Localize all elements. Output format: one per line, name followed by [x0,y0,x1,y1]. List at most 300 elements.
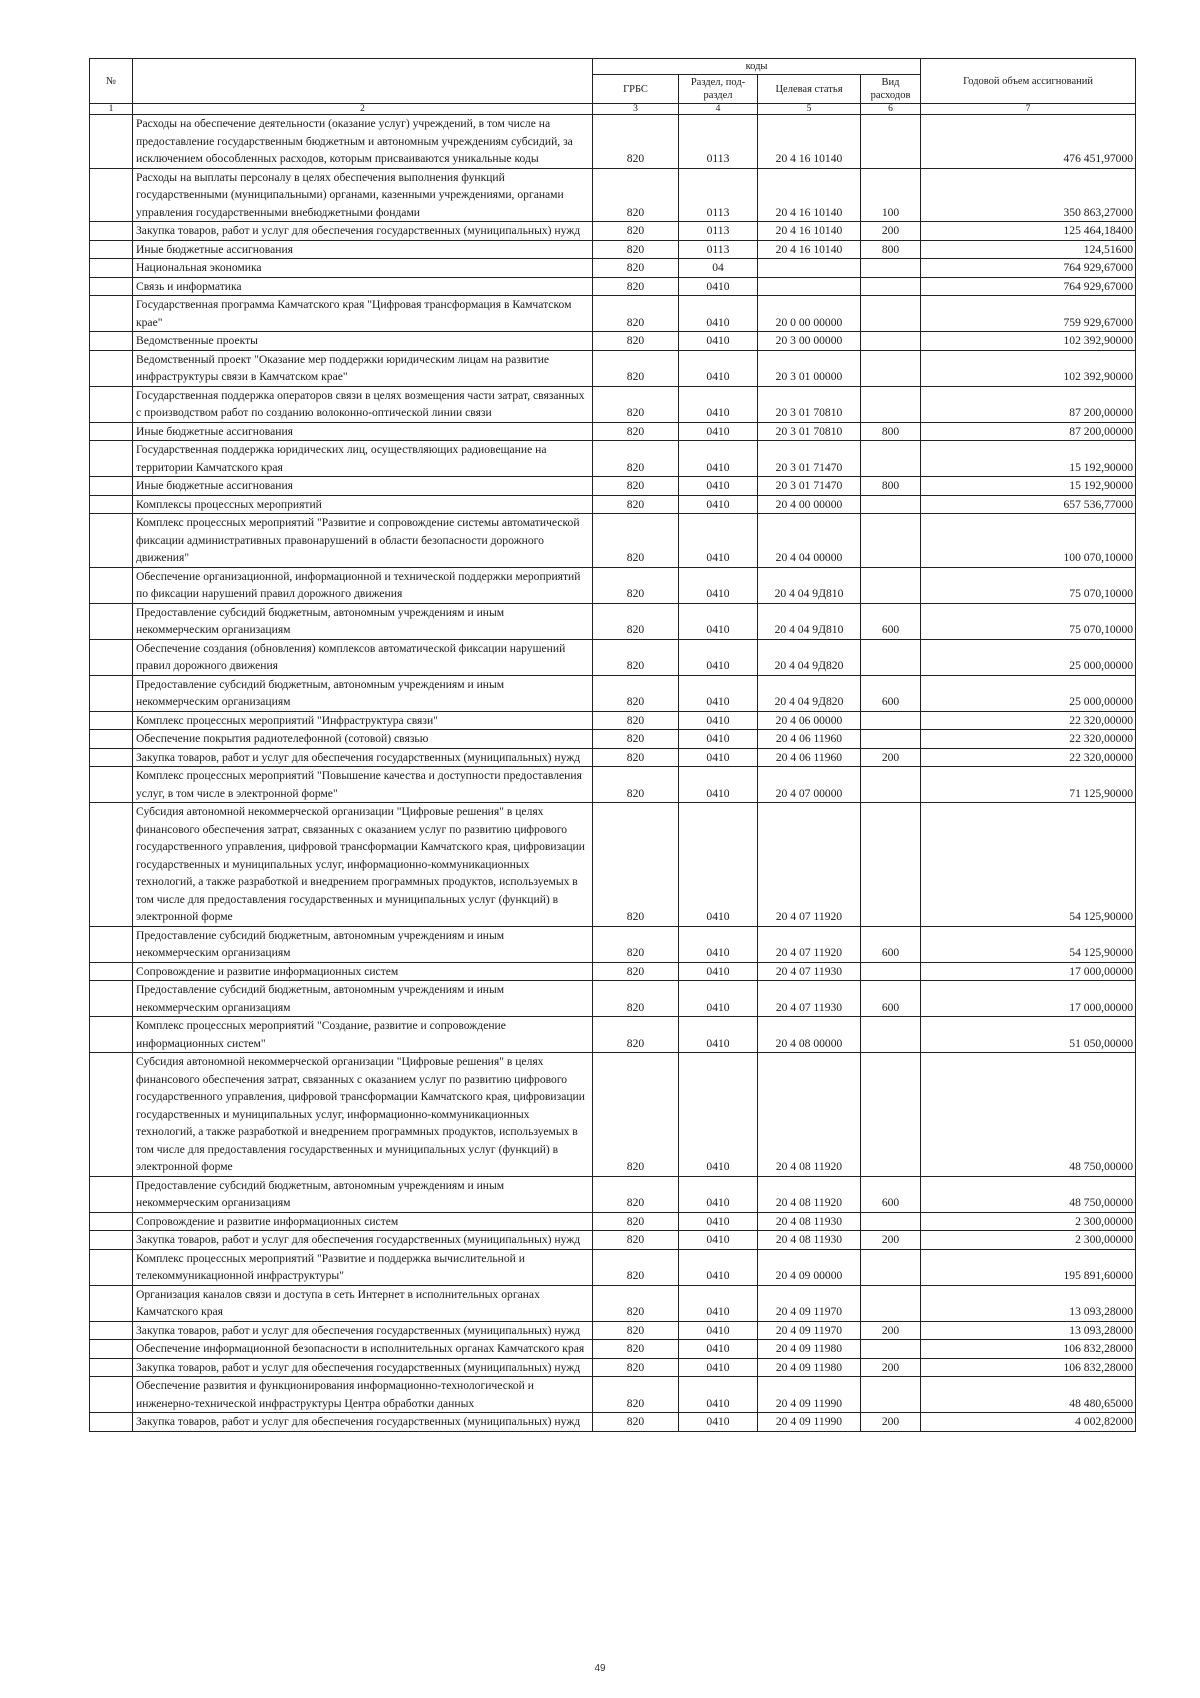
expense-type-cell: 600 [861,675,921,711]
amount-cell: 54 125,90000 [921,803,1136,927]
razdel-code-cell: 0410 [679,1413,758,1432]
amount-cell: 75 070,10000 [921,603,1136,639]
target-article-cell: 20 4 09 11990 [758,1377,861,1413]
header-target: Целевая статья [758,75,861,104]
budget-table [89,58,1136,1432]
razdel-code-cell: 0410 [679,567,758,603]
expense-name-cell: Ведомственный проект "Оказание мер поддержки юридическим лицам на развитие инфраструктуры связи в Камчатском крае" [133,350,593,386]
row-number-cell [90,296,133,332]
amount-cell: 2 300,00000 [921,1212,1136,1231]
table-row [90,1413,1136,1432]
amount-cell: 195 891,60000 [921,1249,1136,1285]
razdel-code-cell: 0410 [679,441,758,477]
amount-cell: 764 929,67000 [921,259,1136,278]
expense-type-cell [861,495,921,514]
table-row [90,767,1136,803]
expense-type-cell [861,277,921,296]
expense-name-cell: Комплекс процессных мероприятий "Инфраструктура связи" [133,711,593,730]
expense-type-cell: 200 [861,1231,921,1250]
grbs-code-cell: 820 [593,1358,679,1377]
razdel-code-cell: 0410 [679,1321,758,1340]
column-number: 4 [679,104,758,115]
expense-name-cell: Обеспечение создания (обновления) комплексов автоматической фиксации нарушений правил дорожного движения [133,639,593,675]
header-codes: коды [593,59,921,75]
expense-type-cell [861,1017,921,1053]
row-number-cell [90,1231,133,1250]
target-article-cell: 20 3 01 70810 [758,422,861,441]
expense-type-cell [861,803,921,927]
razdel-code-cell: 0410 [679,1377,758,1413]
table-row [90,748,1136,767]
row-number-cell [90,222,133,241]
amount-cell: 106 832,28000 [921,1358,1136,1377]
expense-type-cell: 200 [861,1413,921,1432]
expense-name-cell: Связь и информатика [133,277,593,296]
razdel-code-cell: 0410 [679,277,758,296]
amount-cell: 13 093,28000 [921,1285,1136,1321]
table-body [90,104,1136,1432]
amount-cell: 15 192,90000 [921,477,1136,496]
expense-name-cell: Комплексы процессных мероприятий [133,495,593,514]
target-article-cell: 20 4 04 00000 [758,514,861,568]
header-razdel: Раздел, под-раздел [679,75,758,104]
target-article-cell: 20 4 04 9Д820 [758,639,861,675]
expense-type-cell [861,1377,921,1413]
target-article-cell: 20 4 09 11970 [758,1321,861,1340]
table-row [90,1285,1136,1321]
grbs-code-cell: 820 [593,1017,679,1053]
target-article-cell: 20 3 01 71470 [758,441,861,477]
razdel-code-cell: 0410 [679,1285,758,1321]
expense-type-cell [861,730,921,749]
row-number-cell [90,514,133,568]
target-article-cell: 20 4 09 00000 [758,1249,861,1285]
grbs-code-cell: 820 [593,168,679,222]
target-article-cell: 20 4 04 9Д810 [758,603,861,639]
table-row [90,1249,1136,1285]
column-number: 3 [593,104,679,115]
expense-type-cell [861,1340,921,1359]
row-number-cell [90,477,133,496]
grbs-code-cell: 820 [593,711,679,730]
target-article-cell: 20 3 01 70810 [758,386,861,422]
razdel-code-cell: 0410 [679,1017,758,1053]
razdel-code-cell: 0410 [679,514,758,568]
expense-name-cell: Закупка товаров, работ и услуг для обеспечения государственных (муниципальных) нужд [133,748,593,767]
razdel-code-cell: 0410 [679,981,758,1017]
expense-type-cell: 800 [861,240,921,259]
expense-name-cell: Национальная экономика [133,259,593,278]
amount-cell: 124,51600 [921,240,1136,259]
expense-name-cell: Обеспечение развития и функционирования информационно-технологической и инженерно-технической инфраструктуры Центра обработки данных [133,1377,593,1413]
grbs-code-cell: 820 [593,514,679,568]
table-row [90,277,1136,296]
target-article-cell: 20 4 06 11960 [758,748,861,767]
amount-cell: 75 070,10000 [921,567,1136,603]
table-row [90,567,1136,603]
expense-name-cell: Комплекс процессных мероприятий "Повышение качества и доступности предоставления услуг, в том числе в электронной форме" [133,767,593,803]
amount-cell: 51 050,00000 [921,1017,1136,1053]
grbs-code-cell: 820 [593,441,679,477]
expense-name-cell: Предоставление субсидий бюджетным, автономным учреждениям и иным некоммерческим организациям [133,926,593,962]
razdel-code-cell: 0410 [679,350,758,386]
razdel-code-cell: 0410 [679,495,758,514]
razdel-code-cell: 0410 [679,1176,758,1212]
amount-cell: 17 000,00000 [921,962,1136,981]
razdel-code-cell: 0410 [679,1231,758,1250]
grbs-code-cell: 820 [593,926,679,962]
razdel-code-cell: 0410 [679,1340,758,1359]
grbs-code-cell: 820 [593,477,679,496]
row-number-cell [90,1212,133,1231]
razdel-code-cell: 0410 [679,748,758,767]
table-row [90,115,1136,169]
column-number: 2 [133,104,593,115]
target-article-cell: 20 0 00 00000 [758,296,861,332]
table-row [90,1358,1136,1377]
expense-type-cell [861,1285,921,1321]
expense-name-cell: Иные бюджетные ассигнования [133,477,593,496]
razdel-code-cell: 0410 [679,386,758,422]
table-row [90,639,1136,675]
grbs-code-cell: 820 [593,277,679,296]
target-article-cell: 20 4 09 11990 [758,1413,861,1432]
grbs-code-cell: 820 [593,803,679,927]
expense-type-cell: 200 [861,222,921,241]
expense-type-cell [861,711,921,730]
amount-cell: 71 125,90000 [921,767,1136,803]
target-article-cell: 20 4 08 00000 [758,1017,861,1053]
table-row [90,386,1136,422]
table-row [90,422,1136,441]
razdel-code-cell: 0410 [679,730,758,749]
amount-cell: 87 200,00000 [921,422,1136,441]
target-article-cell: 20 3 00 00000 [758,332,861,351]
row-number-cell [90,675,133,711]
expense-name-cell: Предоставление субсидий бюджетным, автономным учреждениям и иным некоммерческим организациям [133,603,593,639]
razdel-code-cell: 0410 [679,711,758,730]
amount-cell: 2 300,00000 [921,1231,1136,1250]
amount-cell: 759 929,67000 [921,296,1136,332]
amount-cell: 4 002,82000 [921,1413,1136,1432]
grbs-code-cell: 820 [593,962,679,981]
row-number-cell [90,277,133,296]
table-row [90,926,1136,962]
expense-name-cell: Предоставление субсидий бюджетным, автономным учреждениям и иным некоммерческим организациям [133,981,593,1017]
table-header [90,59,1136,104]
expense-type-cell [861,639,921,675]
amount-cell: 87 200,00000 [921,386,1136,422]
row-number-cell [90,1377,133,1413]
amount-cell: 100 070,10000 [921,514,1136,568]
table-row [90,730,1136,749]
row-number-cell [90,1249,133,1285]
grbs-code-cell: 820 [593,603,679,639]
header-num: № [90,59,133,104]
expense-type-cell: 800 [861,477,921,496]
expense-name-cell: Предоставление субсидий бюджетным, автономным учреждениям и иным некоммерческим организациям [133,1176,593,1212]
expense-name-cell: Расходы на выплаты персоналу в целях обеспечения выполнения функций государственными (муниципальными) органами, казенными учреждениями, органами управления государственными внебюджетными фондами [133,168,593,222]
table-row [90,1377,1136,1413]
row-number-cell [90,803,133,927]
target-article-cell: 20 4 06 11960 [758,730,861,749]
column-number: 1 [90,104,133,115]
grbs-code-cell: 820 [593,1285,679,1321]
table-row [90,1176,1136,1212]
expense-type-cell: 800 [861,422,921,441]
razdel-code-cell: 0113 [679,168,758,222]
target-article-cell: 20 4 00 00000 [758,495,861,514]
expense-name-cell: Субсидия автономной некоммерческой организации "Цифровые решения" в целях финансового обеспечения затрат, связанных с оказанием услуг по развитию цифрового государственного управления, цифровой трансформации Камчатского края, цифровизации государственных и муниципальных услуг, информационно-коммуникационных технологий, а также разработкой и внедрением программных продуктов, используемых в том числе для предоставления государственных и муниципальных услуг (функций) в электронной форме [133,1053,593,1177]
row-number-cell [90,1321,133,1340]
expense-name-cell: Государственная поддержка операторов связи в целях возмещения части затрат, связанных с производством работ по созданию волоконно-оптической линии связи [133,386,593,422]
expense-type-cell: 100 [861,168,921,222]
grbs-code-cell: 820 [593,296,679,332]
amount-cell: 764 929,67000 [921,277,1136,296]
header-grbs: ГРБС [593,75,679,104]
row-number-cell [90,1340,133,1359]
table-row [90,1231,1136,1250]
row-number-cell [90,711,133,730]
grbs-code-cell: 820 [593,1321,679,1340]
table-row [90,240,1136,259]
grbs-code-cell: 820 [593,115,679,169]
target-article-cell [758,277,861,296]
target-article-cell: 20 4 08 11930 [758,1212,861,1231]
target-article-cell: 20 3 01 71470 [758,477,861,496]
target-article-cell: 20 4 07 11930 [758,962,861,981]
target-article-cell: 20 4 04 9Д820 [758,675,861,711]
razdel-code-cell: 0410 [679,639,758,675]
expense-name-cell: Комплекс процессных мероприятий "Развитие и поддержка вычислительной и телекоммуникационной инфраструктуры" [133,1249,593,1285]
expense-name-cell: Иные бюджетные ассигнования [133,240,593,259]
grbs-code-cell: 820 [593,259,679,278]
target-article-cell: 20 4 08 11920 [758,1053,861,1177]
column-number: 7 [921,104,1136,115]
row-number-cell [90,1358,133,1377]
expense-name-cell: Обеспечение информационной безопасности в исполнительных органах Камчатского края [133,1340,593,1359]
row-number-cell [90,767,133,803]
razdel-code-cell: 0410 [679,1053,758,1177]
target-article-cell: 20 4 16 10140 [758,115,861,169]
target-article-cell: 20 4 08 11930 [758,1231,861,1250]
razdel-code-cell: 0410 [679,1249,758,1285]
razdel-code-cell: 0410 [679,1358,758,1377]
target-article-cell: 20 4 07 11920 [758,926,861,962]
grbs-code-cell: 820 [593,422,679,441]
expense-name-cell: Субсидия автономной некоммерческой организации "Цифровые решения" в целях финансового обеспечения затрат, связанных с оказанием услуг по развитию цифрового государственного управления, цифровой трансформации Камчатского края, цифровизации государственных и муниципальных услуг, информационно-коммуникационных технологий, а также разработкой и внедрением программных продуктов, используемых в том числе для предоставления государственных и муниципальных услуг (функций) в электронной форме [133,803,593,927]
row-number-cell [90,730,133,749]
expense-type-cell: 600 [861,926,921,962]
expense-type-cell [861,350,921,386]
expense-type-cell: 600 [861,603,921,639]
razdel-code-cell: 0410 [679,767,758,803]
row-number-cell [90,639,133,675]
razdel-code-cell: 0113 [679,222,758,241]
grbs-code-cell: 820 [593,1231,679,1250]
expense-type-cell: 600 [861,1176,921,1212]
row-number-cell [90,259,133,278]
expense-type-cell [861,332,921,351]
row-number-cell [90,1017,133,1053]
expense-name-cell: Государственная поддержка юридических лиц, осуществляющих радиовещание на территории Камчатского края [133,441,593,477]
table-row [90,350,1136,386]
amount-cell: 13 093,28000 [921,1321,1136,1340]
target-article-cell: 20 4 07 11920 [758,803,861,927]
expense-name-cell: Комплекс процессных мероприятий "Создание, развитие и сопровождение информационных систем" [133,1017,593,1053]
table-row [90,981,1136,1017]
target-article-cell [758,259,861,278]
grbs-code-cell: 820 [593,386,679,422]
amount-cell: 22 320,00000 [921,711,1136,730]
table-row [90,259,1136,278]
amount-cell: 48 750,00000 [921,1176,1136,1212]
razdel-code-cell: 0113 [679,115,758,169]
expense-name-cell: Обеспечение покрытия радиотелефонной (сотовой) связью [133,730,593,749]
row-number-cell [90,332,133,351]
razdel-code-cell: 0410 [679,675,758,711]
column-number: 6 [861,104,921,115]
header-name [133,59,593,104]
grbs-code-cell: 820 [593,332,679,351]
target-article-cell: 20 4 09 11970 [758,1285,861,1321]
page-number: 49 [594,1663,606,1674]
expense-name-cell: Закупка товаров, работ и услуг для обеспечения государственных (муниципальных) нужд [133,222,593,241]
expense-type-cell [861,259,921,278]
expense-type-cell [861,962,921,981]
amount-cell: 102 392,90000 [921,332,1136,351]
amount-cell: 17 000,00000 [921,981,1136,1017]
expense-type-cell: 600 [861,981,921,1017]
expense-type-cell [861,1212,921,1231]
target-article-cell: 20 4 04 9Д810 [758,567,861,603]
row-number-cell [90,1176,133,1212]
amount-cell: 102 392,90000 [921,350,1136,386]
expense-name-cell: Предоставление субсидий бюджетным, автономным учреждениям и иным некоммерческим организациям [133,675,593,711]
table-row [90,441,1136,477]
table-row [90,675,1136,711]
table-row [90,1321,1136,1340]
table-row [90,1017,1136,1053]
target-article-cell: 20 4 09 11980 [758,1358,861,1377]
amount-cell: 22 320,00000 [921,730,1136,749]
row-number-cell [90,495,133,514]
table-row [90,711,1136,730]
razdel-code-cell: 0410 [679,803,758,927]
amount-cell: 350 863,27000 [921,168,1136,222]
expense-name-cell: Сопровождение и развитие информационных систем [133,962,593,981]
razdel-code-cell: 0113 [679,240,758,259]
expense-type-cell [861,441,921,477]
grbs-code-cell: 820 [593,675,679,711]
grbs-code-cell: 820 [593,1377,679,1413]
expense-name-cell: Иные бюджетные ассигнования [133,422,593,441]
expense-name-cell: Расходы на обеспечение деятельности (оказание услуг) учреждений, в том числе на предоставление государственным бюджетным и автономным учреждениям субсидий, за исключением обособленных расходов, которым присваиваются уникальные коды [133,115,593,169]
target-article-cell: 20 4 07 11930 [758,981,861,1017]
razdel-code-cell: 0410 [679,332,758,351]
expense-name-cell: Закупка товаров, работ и услуг для обеспечения государственных (муниципальных) нужд [133,1358,593,1377]
grbs-code-cell: 820 [593,748,679,767]
grbs-code-cell: 820 [593,567,679,603]
row-number-cell [90,926,133,962]
expense-name-cell: Закупка товаров, работ и услуг для обеспечения государственных (муниципальных) нужд [133,1413,593,1432]
expense-name-cell: Закупка товаров, работ и услуг для обеспечения государственных (муниципальных) нужд [133,1321,593,1340]
grbs-code-cell: 820 [593,1340,679,1359]
amount-cell: 106 832,28000 [921,1340,1136,1359]
grbs-code-cell: 820 [593,1413,679,1432]
amount-cell: 48 480,65000 [921,1377,1136,1413]
table-row [90,1340,1136,1359]
target-article-cell: 20 4 16 10140 [758,222,861,241]
expense-type-cell [861,514,921,568]
row-number-cell [90,386,133,422]
row-number-cell [90,422,133,441]
amount-cell: 125 464,18400 [921,222,1136,241]
target-article-cell: 20 4 06 00000 [758,711,861,730]
table-row [90,962,1136,981]
table-row [90,495,1136,514]
row-number-cell [90,603,133,639]
expense-name-cell: Закупка товаров, работ и услуг для обеспечения государственных (муниципальных) нужд [133,1231,593,1250]
table-row [90,477,1136,496]
razdel-code-cell: 0410 [679,422,758,441]
razdel-code-cell: 0410 [679,477,758,496]
column-numbers-row [90,104,1136,115]
amount-cell: 15 192,90000 [921,441,1136,477]
razdel-code-cell: 04 [679,259,758,278]
razdel-code-cell: 0410 [679,1212,758,1231]
table-row [90,168,1136,222]
expense-type-cell: 200 [861,748,921,767]
row-number-cell [90,567,133,603]
row-number-cell [90,1285,133,1321]
expense-name-cell: Ведомственные проекты [133,332,593,351]
row-number-cell [90,962,133,981]
amount-cell: 476 451,97000 [921,115,1136,169]
table-row [90,603,1136,639]
row-number-cell [90,115,133,169]
expense-name-cell: Обеспечение организационной, информационной и технической поддержки мероприятий по фиксации нарушений правил дорожного движения [133,567,593,603]
target-article-cell: 20 3 01 00000 [758,350,861,386]
table-row [90,514,1136,568]
row-number-cell [90,441,133,477]
table-row [90,803,1136,927]
target-article-cell: 20 4 16 10140 [758,240,861,259]
row-number-cell [90,168,133,222]
target-article-cell: 20 4 16 10140 [758,168,861,222]
expense-type-cell: 200 [861,1321,921,1340]
expense-name-cell: Комплекс процессных мероприятий "Развитие и сопровождение системы автоматической фиксации административных правонарушений в области безопасности дорожного движения" [133,514,593,568]
grbs-code-cell: 820 [593,240,679,259]
amount-cell: 54 125,90000 [921,926,1136,962]
grbs-code-cell: 820 [593,222,679,241]
amount-cell: 25 000,00000 [921,639,1136,675]
header-vid: Вид расходов [861,75,921,104]
expense-type-cell [861,115,921,169]
amount-cell: 22 320,00000 [921,748,1136,767]
grbs-code-cell: 820 [593,1176,679,1212]
grbs-code-cell: 820 [593,767,679,803]
table-row [90,1053,1136,1177]
table-row [90,332,1136,351]
expense-name-cell: Государственная программа Камчатского края "Цифровая трансформация в Камчатском крае" [133,296,593,332]
expense-name-cell: Сопровождение и развитие информационных систем [133,1212,593,1231]
expense-type-cell [861,767,921,803]
target-article-cell: 20 4 07 00000 [758,767,861,803]
row-number-cell [90,1053,133,1177]
target-article-cell: 20 4 09 11980 [758,1340,861,1359]
razdel-code-cell: 0410 [679,603,758,639]
